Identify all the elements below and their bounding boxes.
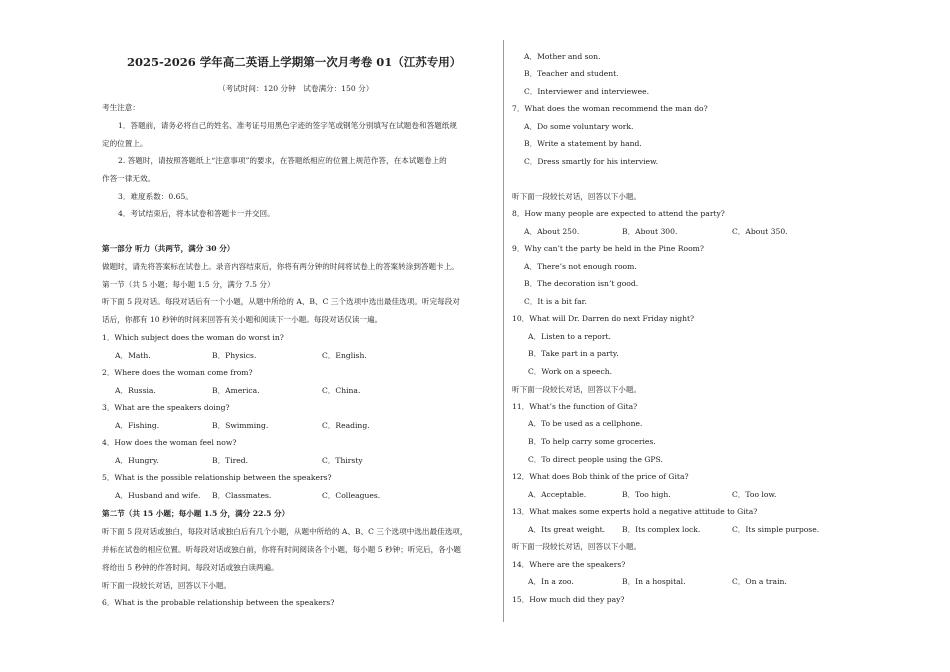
- question: 11．What’s the function of Gita?: [512, 402, 638, 411]
- question: 3．What are the speakers doing?: [102, 403, 230, 412]
- question: 13．What makes some experts hold a negative attitude to Gita?: [512, 507, 758, 516]
- option: A．Hungry.: [115, 456, 159, 465]
- option: C．Work on a speech.: [528, 367, 613, 376]
- option: A．About 250.: [524, 227, 580, 236]
- question: 8．How many people are expected to attend the party?: [512, 209, 725, 218]
- option: B．Tired.: [212, 456, 249, 465]
- question: 15．How much did they pay?: [512, 595, 625, 604]
- option: B．About 300.: [622, 227, 678, 236]
- option: C．China.: [322, 386, 361, 395]
- notice-line: 定的位置上。: [102, 139, 148, 148]
- section2-intro-line: 将给出 5 秒钟的作答时间。每段对话或独白读两遍。: [102, 563, 279, 572]
- option: C．On a train.: [732, 577, 787, 586]
- part1-heading: 第一部分 听力（共两节，满分 30 分）: [102, 244, 235, 253]
- option: B．Write a statement by hand.: [524, 139, 642, 148]
- option: A．Mother and son.: [524, 52, 601, 61]
- option: C．Too low.: [732, 490, 777, 499]
- exam-info: （考试时间：120 分钟 试卷满分：150 分）: [218, 84, 374, 93]
- option: A．Acceptable.: [528, 490, 587, 499]
- option: B．Classmates.: [212, 491, 272, 500]
- question: 7．What does the woman recommend the man do?: [512, 104, 708, 113]
- notice-line: 4．考试结束后，将本试卷和答题卡一并交回。: [118, 209, 275, 218]
- option: A．Do some voluntary work.: [524, 122, 634, 131]
- option: A．In a zoo.: [528, 577, 574, 586]
- notice-line: 作答一律无效。: [102, 174, 156, 183]
- section2-intro-line: 听下面 5 段对话或独白，每段对话或独白后有几个小题，从题中所给的 A、B、C 三个选项中选出最佳选项，: [102, 527, 468, 536]
- option: A．Its great weight.: [528, 525, 606, 534]
- option: C．Reading.: [322, 421, 370, 430]
- option: B．Swimming.: [212, 421, 269, 430]
- question: 9．Why can’t the party be held in the Pine Room?: [512, 244, 704, 253]
- page-title: 2025-2026 学年高二英语上学期第一次月考卷 01（江苏专用）: [127, 55, 462, 69]
- option: B．To help carry some groceries.: [528, 437, 656, 446]
- option: C．Dress smartly for his interview.: [524, 157, 659, 166]
- part1-intro-line: 听下面 5 段对话。每段对话后有一个小题，从题中所给的 A、B、C 三个选项中选出最佳选项。听完每段对: [102, 297, 460, 306]
- listen-prompt: 听下面一段较长对话，回答以下小题。: [512, 192, 642, 201]
- notice-line: 3．难度系数：0.65。: [118, 192, 193, 201]
- option: B．Physics.: [212, 351, 257, 360]
- option: A．Fishing.: [115, 421, 160, 430]
- notice-heading: 考生注意：: [102, 103, 140, 112]
- option: B．Teacher and student.: [524, 69, 619, 78]
- question: 14．Where are the speakers?: [512, 560, 626, 569]
- option: A．Listen to a report.: [528, 332, 611, 341]
- question: 10．What will Dr. Darren do next Friday night?: [512, 314, 695, 323]
- option: C．About 350.: [732, 227, 788, 236]
- section2-heading: 第二节（共 15 小题；每小题 1.5 分，满分 22.5 分）: [102, 509, 290, 518]
- option: B．Too high.: [622, 490, 671, 499]
- option: A．To be used as a cellphone.: [528, 419, 643, 428]
- option: A．There’s not enough room.: [524, 262, 637, 271]
- notice-line: 1．答题前，请务必将自己的姓名、准考证号用黑色字迹的签字笔或钢笔分别填写在试题卷和答题纸规: [118, 121, 457, 130]
- option: C．To direct people using the GPS.: [528, 455, 663, 464]
- option: B．In a hospital.: [622, 577, 686, 586]
- question: 2．Where does the woman come from?: [102, 368, 253, 377]
- option: C．Colleagues.: [322, 491, 381, 500]
- listen-prompt: 听下面一段较长对话，回答以下小题。: [102, 581, 232, 590]
- part1-intro-line: 做题时，请先将答案标在试卷上。录音内容结束后，你将有两分钟的时间将试卷上的答案转涂到答题卡上。: [102, 262, 459, 271]
- option: C．Thirsty: [322, 456, 363, 465]
- section2-intro-line: 并标在试卷的相应位置。听每段对话或独白前，你将有时间阅读各个小题，每小题 5 秒钟；听完后，各小题: [102, 545, 461, 554]
- option: A．Math.: [115, 351, 151, 360]
- question: 5．What is the possible relationship between the speakers?: [102, 473, 332, 482]
- option: C．Its simple purpose.: [732, 525, 820, 534]
- listen-prompt: 听下面一段较长对话，回答以下小题。: [512, 385, 642, 394]
- option: A．Husband and wife.: [115, 491, 201, 500]
- question: 12．What does Bob think of the price of Gita?: [512, 472, 689, 481]
- option: A．Russia.: [115, 386, 156, 395]
- question: 4．How does the woman feel now?: [102, 438, 237, 447]
- listen-prompt: 听下面一段较长对话，回答以下小题。: [512, 542, 642, 551]
- option: C．It is a bit far.: [524, 297, 587, 306]
- option: C．English.: [322, 351, 367, 360]
- question: 6．What is the probable relationship between the speakers?: [102, 598, 335, 607]
- notice-line: 2. 答题时，请按照答题纸上“注意事项”的要求，在答题纸相应的位置上规范作答，在本试题卷上的: [118, 156, 447, 165]
- option: C．Interviewer and interviewee.: [524, 87, 650, 96]
- option: B．America.: [212, 386, 260, 395]
- section1-heading: 第一节（共 5 小题；每小题 1.5 分，满分 7.5 分）: [102, 280, 275, 289]
- option: B．The decoration isn’t good.: [524, 279, 639, 288]
- part1-intro-line: 话后，你都有 10 秒钟的时间来回答有关小题和阅读下一小题。每段对话仅读一遍。: [102, 315, 383, 324]
- option: B．Take part in a party.: [528, 349, 619, 358]
- question: 1．Which subject does the woman do worst in?: [102, 333, 284, 342]
- column-divider: [503, 40, 504, 622]
- option: B．Its complex lock.: [622, 525, 701, 534]
